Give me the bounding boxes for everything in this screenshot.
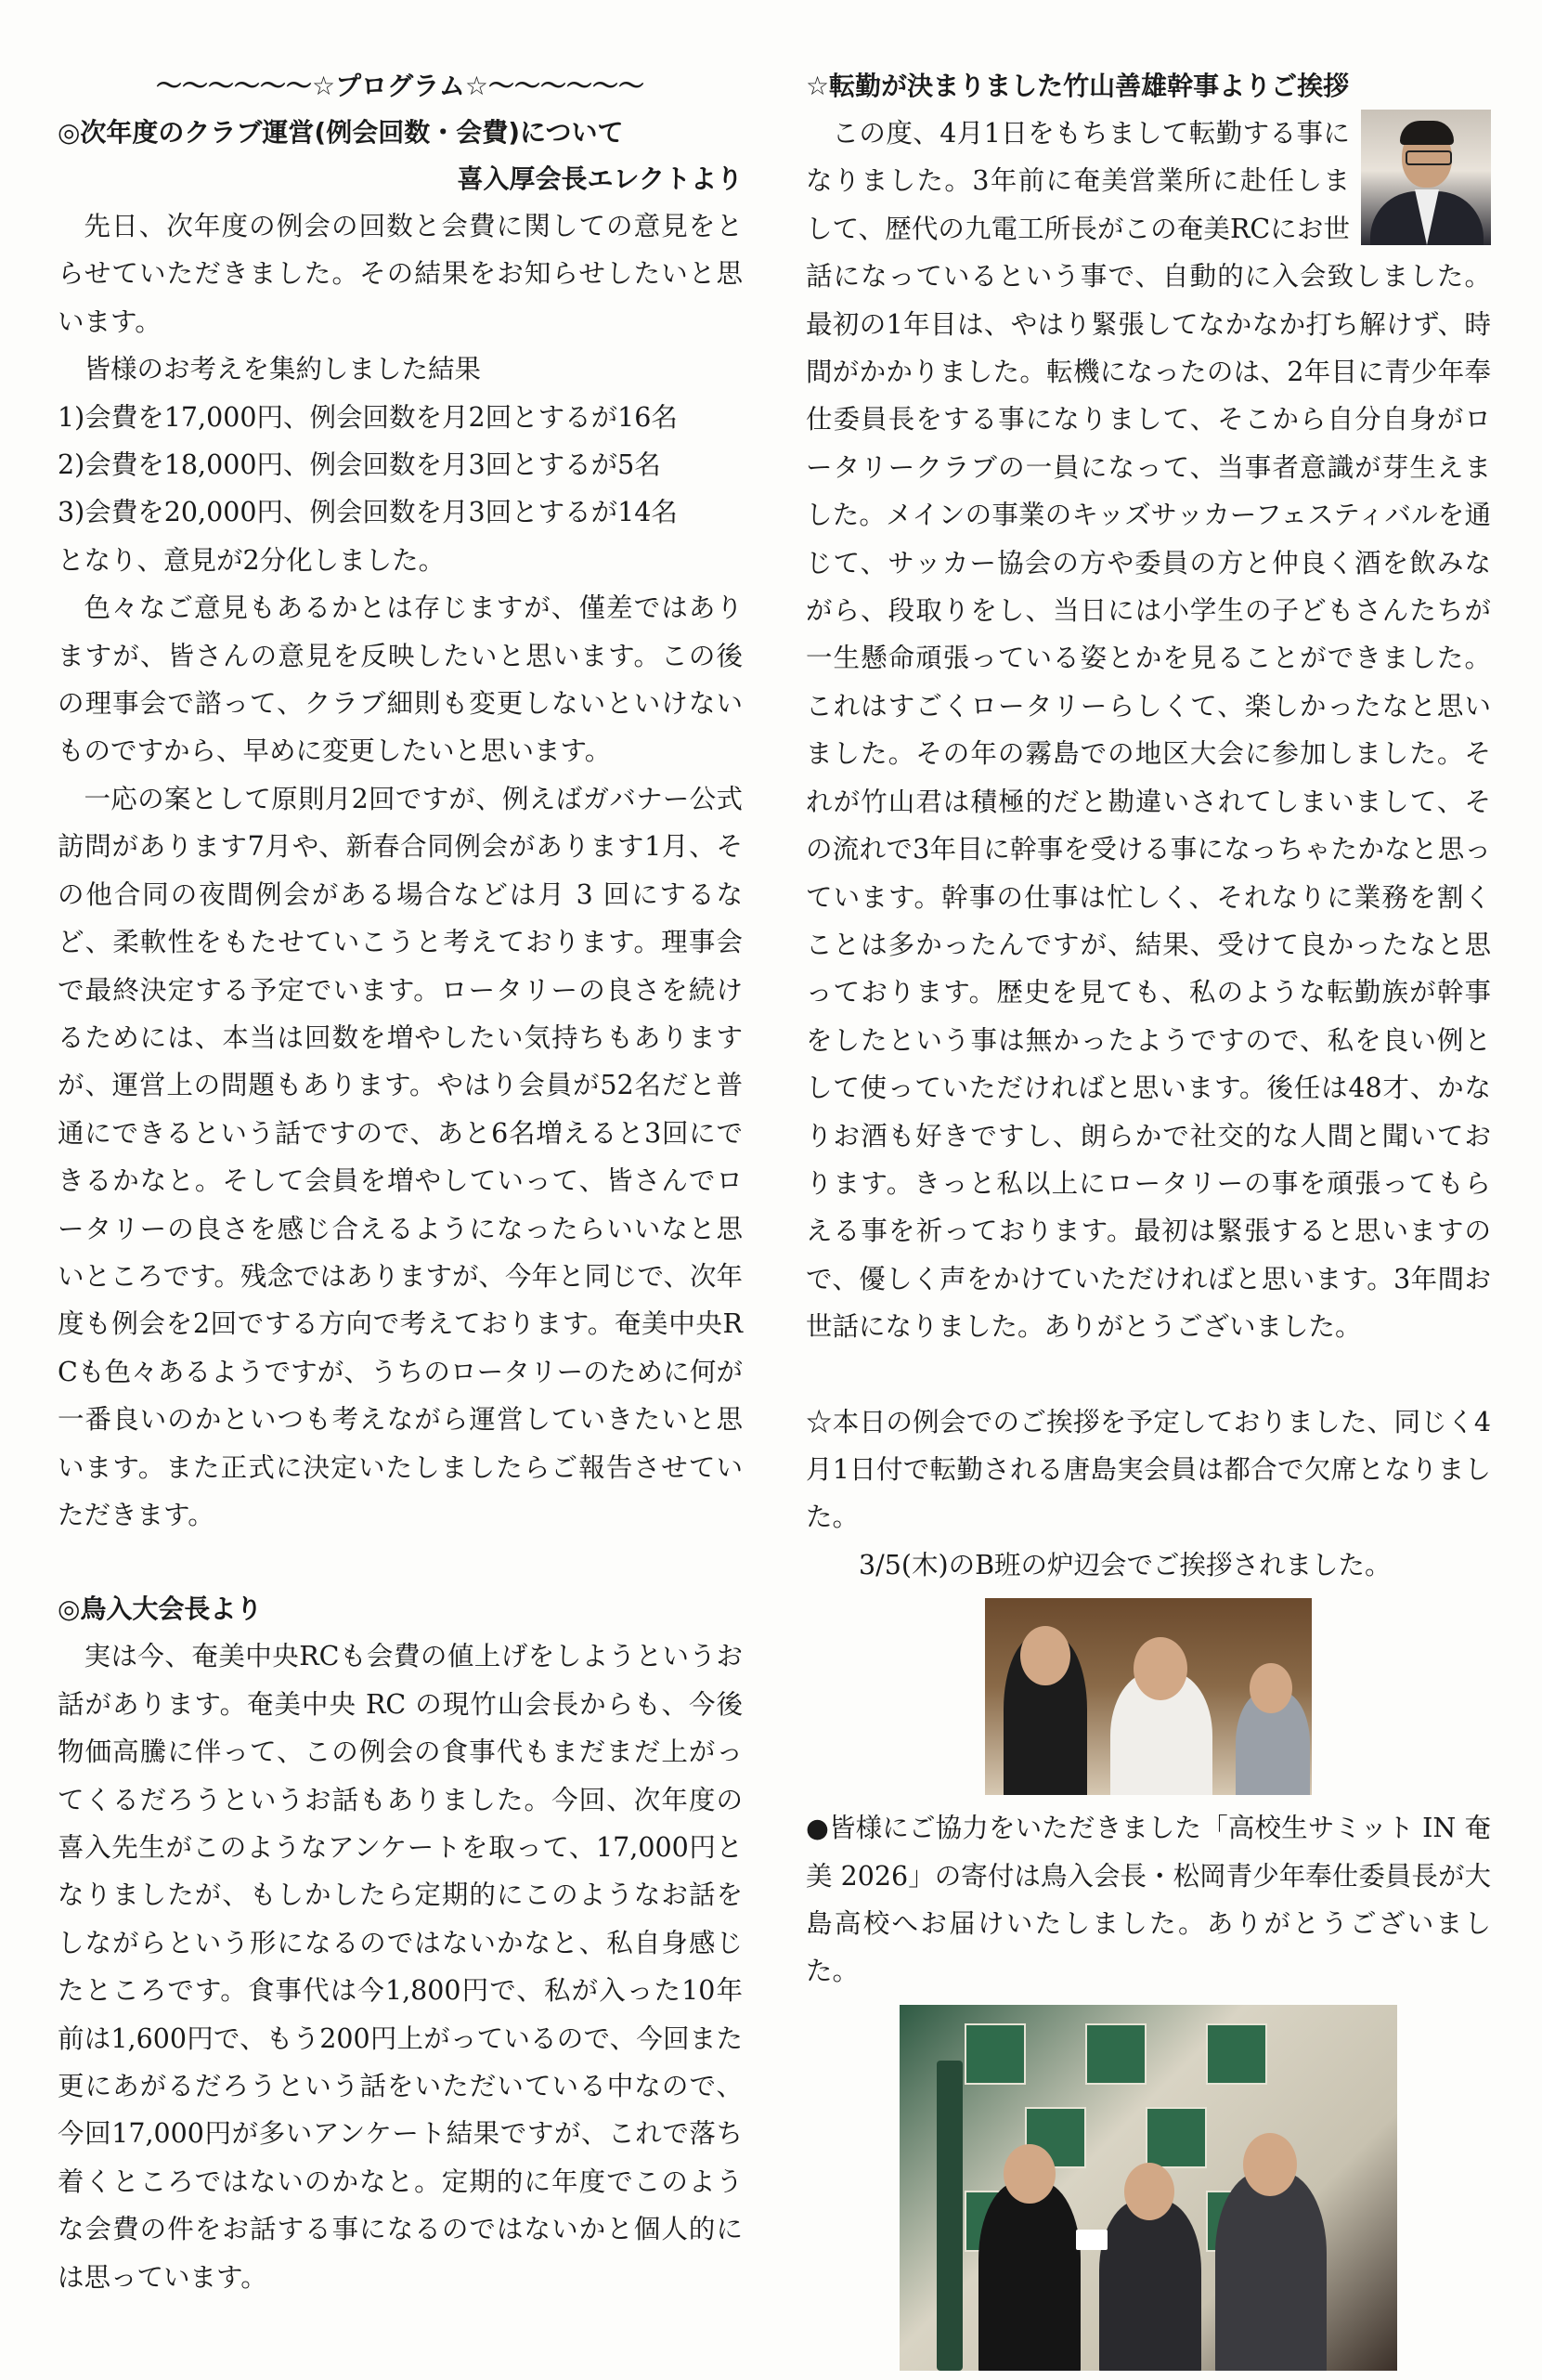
survey-result-1: 1)会費を17,000円、例会回数を月2回とするが16名 (58, 401, 678, 433)
left-column (58, 63, 743, 2301)
club-operation-paragraph-1: 先日、次年度の例会の回数と会費に関しての意見をとらせていただきました。その結果をお知らせしたいと思います。 (58, 211, 743, 337)
right-column (806, 63, 1491, 2380)
fireside-meeting-photo (985, 1598, 1312, 1795)
section-club-operation-title: ◎次年度のクラブ運営(例会回数・会費)について (58, 117, 624, 148)
club-operation-paragraph-5: 一応の案として原則月2回ですが、例えばガバナー公式訪問があります7月や、新春合同例会があります1月、その他合同の夜間例会がある場合などは月 3 回にするなど、柔軟性をもたせていこうと考えております。理事会で最終決定する予定でいます。ロータリーの良さを続けるためには、本当は回数を増やしたい気持ちもありますが、運営上の問題もあります。やはり会員が52名だと普通にできるという話ですので、あと6名増えると3回にできるかなと。そして会員を増やしていって、皆さんでロータリーの良さを感じ合えるようになったらいいなと思いところです。残念ではありますが、今年と同じで、次年度も例会を2回でする方向で考えております。奄美中央RCも色々あるようですが、うちのロータリーのために何が一番良いのかといつも考えながら運営していきたいと思います。また正式に決定いたしましたらご報告させていただきます。 (58, 783, 743, 1530)
section-spacer (806, 1351, 1491, 1398)
survey-result-3: 3)会費を20,000円、例会回数を月3回とするが14名 (58, 497, 678, 528)
section-spacer (58, 1539, 743, 1586)
absence-notice-sub: 3/5(木)のB班の炉辺会でご挨拶されました。 (859, 1549, 1392, 1580)
club-operation-paragraph-3: となり、意見が2分化しました。 (58, 544, 446, 576)
absence-notice: ☆本日の例会でのご挨拶を予定しておりました、同じく4月1日付で転勤される唐島実会員は都合で欠席となりました。 (806, 1406, 1491, 1533)
donation-ceremony-photo (900, 2005, 1397, 2371)
program-header: 〜〜〜〜〜〜☆プログラム☆〜〜〜〜〜〜 (156, 71, 644, 101)
section-president-title: ◎鳥入大会長より (58, 1593, 263, 1625)
secretary-paragraph: この度、4月1日をもちまして転勤する事になりました。3年前に奄美営業所に赴任しまして、歴代の九電工所長がこの奄美RCにお世話になっているという事で、自動的に入会致しました。最初の1年目は、やはり緊張してなかなか打ち解けず、時間がかかりました。転機になったのは、2年目に青少年奉仕委員長をする事になりまして、そこから自分自身がロータリークラブの一員になって、当事者意識が芽生えました。メインの事業のキッズサッカーフェスティバルを通じて、サッカー協会の方や委員の方と仲良く酒を飲みながら、段取りをし、当日には小学生の子どもさんたちが一生懸命頑張っている姿とかを見ることができました。これはすごくロータリーらしくて、楽しかったなと思いました。その年の霧島での地区大会に参加しました。それが竹山君は積極的だと勘違いされてしまいまして、その流れで3年目に幹事を受ける事になっちゃたかなと思っています。幹事の仕事は忙しく、それなりに業務を割くことは多かったんですが、結果、受けて良かったなと思っております。歴史を見ても、私のような転勤族が幹事をしたという事は無かったようですので、私を良い例として使っていただければと思います。後任は48才、かなりお酒も好きですし、朗らかで社交的な人間と聞いております。きっと私以上にロータリーの事を頑張ってもらえる事を祈っております。最初は緊張すると思いますので、優しく声をかけていただければと思います。3年間お世話になりました。ありがとうございました。 (806, 118, 1491, 1343)
survey-result-2: 2)会費を18,000円、例会回数を月3回とするが5名 (58, 449, 661, 481)
section-secretary-title: ☆転勤が決まりました竹山善雄幹事よりご挨拶 (806, 71, 1350, 101)
president-paragraph: 実は今、奄美中央RCも会費の値上げをしようというお話があります。奄美中央 RC の現竹山会長からも、今後物価高騰に伴って、この例会の食事代もまだまだ上がってくるだろうというお話もありました。今回、次年度の喜入先生がこのようなアンケートを取って、17,000円となりましたが、もしかしたら定期的にこのようなお話をしながらという形になるのではないかなと、私自身感じたところです。食事代は今1,800円で、私が入った10年前は1,600円で、もう200円上がっているので、今回また更にあがるだろうという話をいただいている中なので、今回17,000円が多いアンケート結果ですが、これで落ち着くところではないのかなと。定期的に年度でこのような会費の件をお話する事になるのではないかと個人的には思っています。 (58, 1641, 743, 2293)
section-club-operation-byline: 喜入厚会長エレクトより (457, 163, 743, 194)
club-operation-paragraph-4: 色々なご意見もあるかとは存じますが、僅差ではありますが、皆さんの意見を反映したいと思います。この後の理事会で諮って、クラブ細則も変更しないといけないものですから、早めに変更したいと思います。 (58, 592, 743, 767)
secretary-portrait-photo (1361, 110, 1491, 245)
donation-notice: ●皆様にご協力をいただきました「高校生サミット IN 奄美 2026」の寄付は鳥入会長・松岡青少年奉仕委員長が大島高校へお届けいたしました。ありがとうございました。 (806, 1813, 1491, 1987)
club-operation-paragraph-2: 皆様のお考えを集約しました結果 (84, 354, 482, 385)
